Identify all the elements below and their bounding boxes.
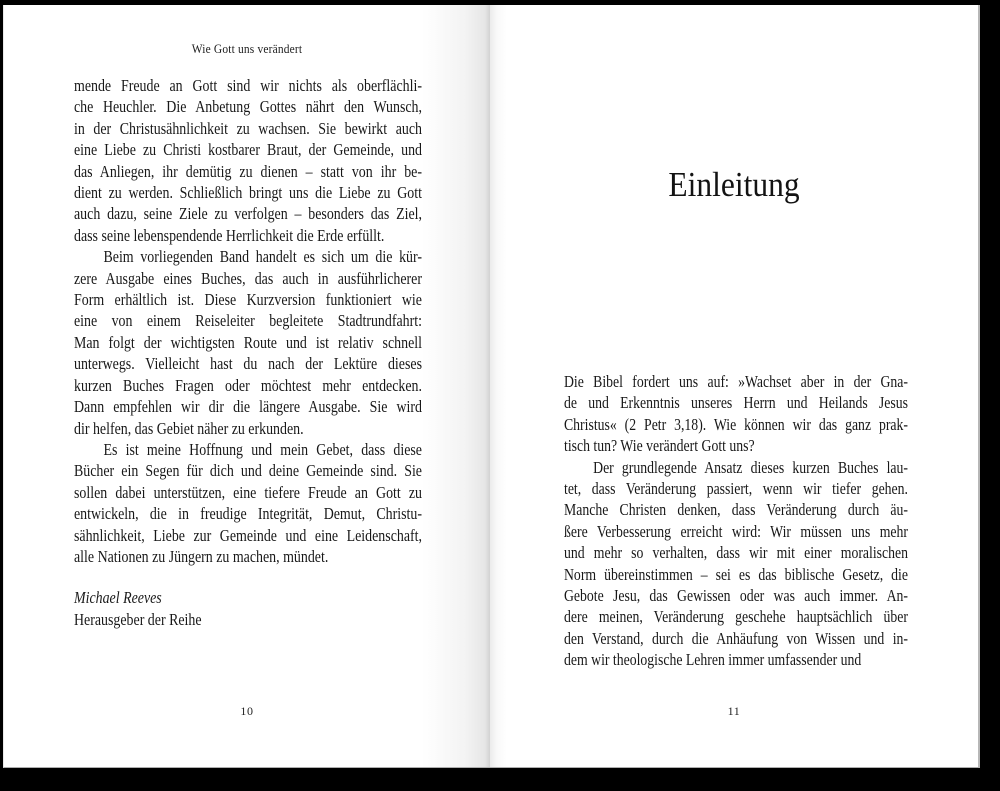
text-line: tet, dass Veränderung passiert, wenn wir tiefer gehen. [564, 479, 908, 499]
right-page-body [564, 371, 908, 671]
text-line: sollen dabei unterstützen, eine tiefere Freude an Gott zu [74, 482, 422, 502]
text-line: tisch tun? Wie verändert Gott uns? [564, 436, 755, 456]
text-line: mende Freude an Gott sind wir nichts als oberflächli- [74, 76, 422, 95]
text-line: zere Ausgabe eines Buches, das auch in ausführlicherer [74, 268, 422, 288]
text-line: auch dazu, seine Ziele zu verfolgen – besonders das Ziel, [74, 204, 422, 224]
text-line: entwickeln, die in freudige Integrität, Demut, Christu- [74, 504, 422, 524]
text-line: dass seine lebenspendende Herrlichkeit die Erde erfüllt. [74, 225, 385, 245]
right-page [490, 5, 980, 768]
text-line: alle Nationen zu Jüngern zu machen, mündet. [74, 546, 329, 566]
text-line: Gebote Jesu, das Gewissen oder was auch immer. An- [564, 586, 908, 606]
left-page [3, 5, 490, 768]
text-line: dir helfen, das Gebiet näher zu erkunden. [74, 418, 304, 438]
left-page-number: 10 [240, 704, 254, 718]
text-line: eine von einem Reiseleiter begleitete Stadtrundfahrt: [74, 311, 422, 331]
text-line: Der grundlegende Ansatz dieses kurzen Buches lau- [593, 457, 908, 477]
text-line: und mehr so verhalten, dass wir mit einer moralischen [564, 543, 908, 563]
text-line: Man folgt der wichtigsten Route und ist relativ schnell [74, 332, 422, 352]
text-line: Manche Christen denken, dass Veränderung durch äu- [564, 500, 908, 520]
text-line: Norm übereinstimmen – sei es das biblische Gesetz, die [564, 564, 908, 584]
text-line: Es ist meine Hoffnung und mein Gebet, dass diese [103, 439, 422, 459]
text-line: dere meinen, Veränderung geschehe hauptsächlich über [564, 607, 908, 627]
text-line: Form erhältlich ist. Diese Kurzversion funktioniert wie [74, 290, 422, 310]
text-line: Bücher ein Segen für dich und deine Gemeinde sind. Sie [74, 461, 422, 481]
text-line: Beim vorliegenden Band handelt es sich um die kür- [103, 247, 422, 267]
text-line: eine Liebe zu Christi kostbarer Braut, der Gemeinde, und [74, 140, 422, 160]
text-line: kurzen Buches Fragen oder möchtest mehr entdecken. [74, 375, 422, 395]
right-page-number: 11 [727, 704, 741, 718]
text-line: che Heuchler. Die Anbetung Gottes nährt den Wunsch, [74, 97, 422, 117]
running-header: Wie Gott uns verändert [191, 41, 303, 56]
text-line: das Anliegen, ihr demütig zu dienen – statt von ihr be- [74, 161, 422, 181]
paragraph [74, 439, 422, 567]
text-line: Christus« (2 Petr 3,18). Wie können wir das ganz prak- [564, 414, 908, 434]
text-line: sähnlichkeit, Liebe zur Gemeinde und eine Leidenschaft, [74, 525, 422, 545]
paragraph [74, 75, 422, 246]
signature-block [74, 587, 422, 630]
book-spread [3, 5, 980, 768]
paragraph [74, 246, 422, 439]
text-line: unterwegs. Vielleicht hast du nach der Lektüre dieses [74, 354, 422, 374]
text-line: dient zu werden. Schließlich bringt uns die Liebe zu Gott [74, 183, 422, 203]
text-line: ßere Verbesserung erreicht wird: Wir müssen uns mehr [564, 521, 908, 541]
paragraph [564, 371, 908, 457]
paragraph [564, 457, 908, 671]
text-line: dem wir theologische Lehren immer umfassender und [564, 650, 862, 670]
text-line: den Verstand, durch die Anhäufung von Wissen und in- [564, 628, 908, 648]
chapter-title: Einleitung [668, 165, 800, 204]
text-line: Michael Reeves [74, 588, 162, 608]
text-line: in der Christusähnlichkeit zu wachsen. Sie bewirkt auch [74, 118, 422, 138]
text-line: Dann empfehlen wir dir die längere Ausgabe. Sie wird [74, 397, 422, 417]
left-page-body [74, 75, 422, 630]
text-line: Herausgeber der Reihe [74, 609, 202, 629]
text-line: de und Erkenntnis unseres Herrn und Heilands Jesus [564, 393, 908, 413]
text-line: Die Bibel fordert uns auf: »Wachset aber in der Gna- [564, 372, 908, 391]
